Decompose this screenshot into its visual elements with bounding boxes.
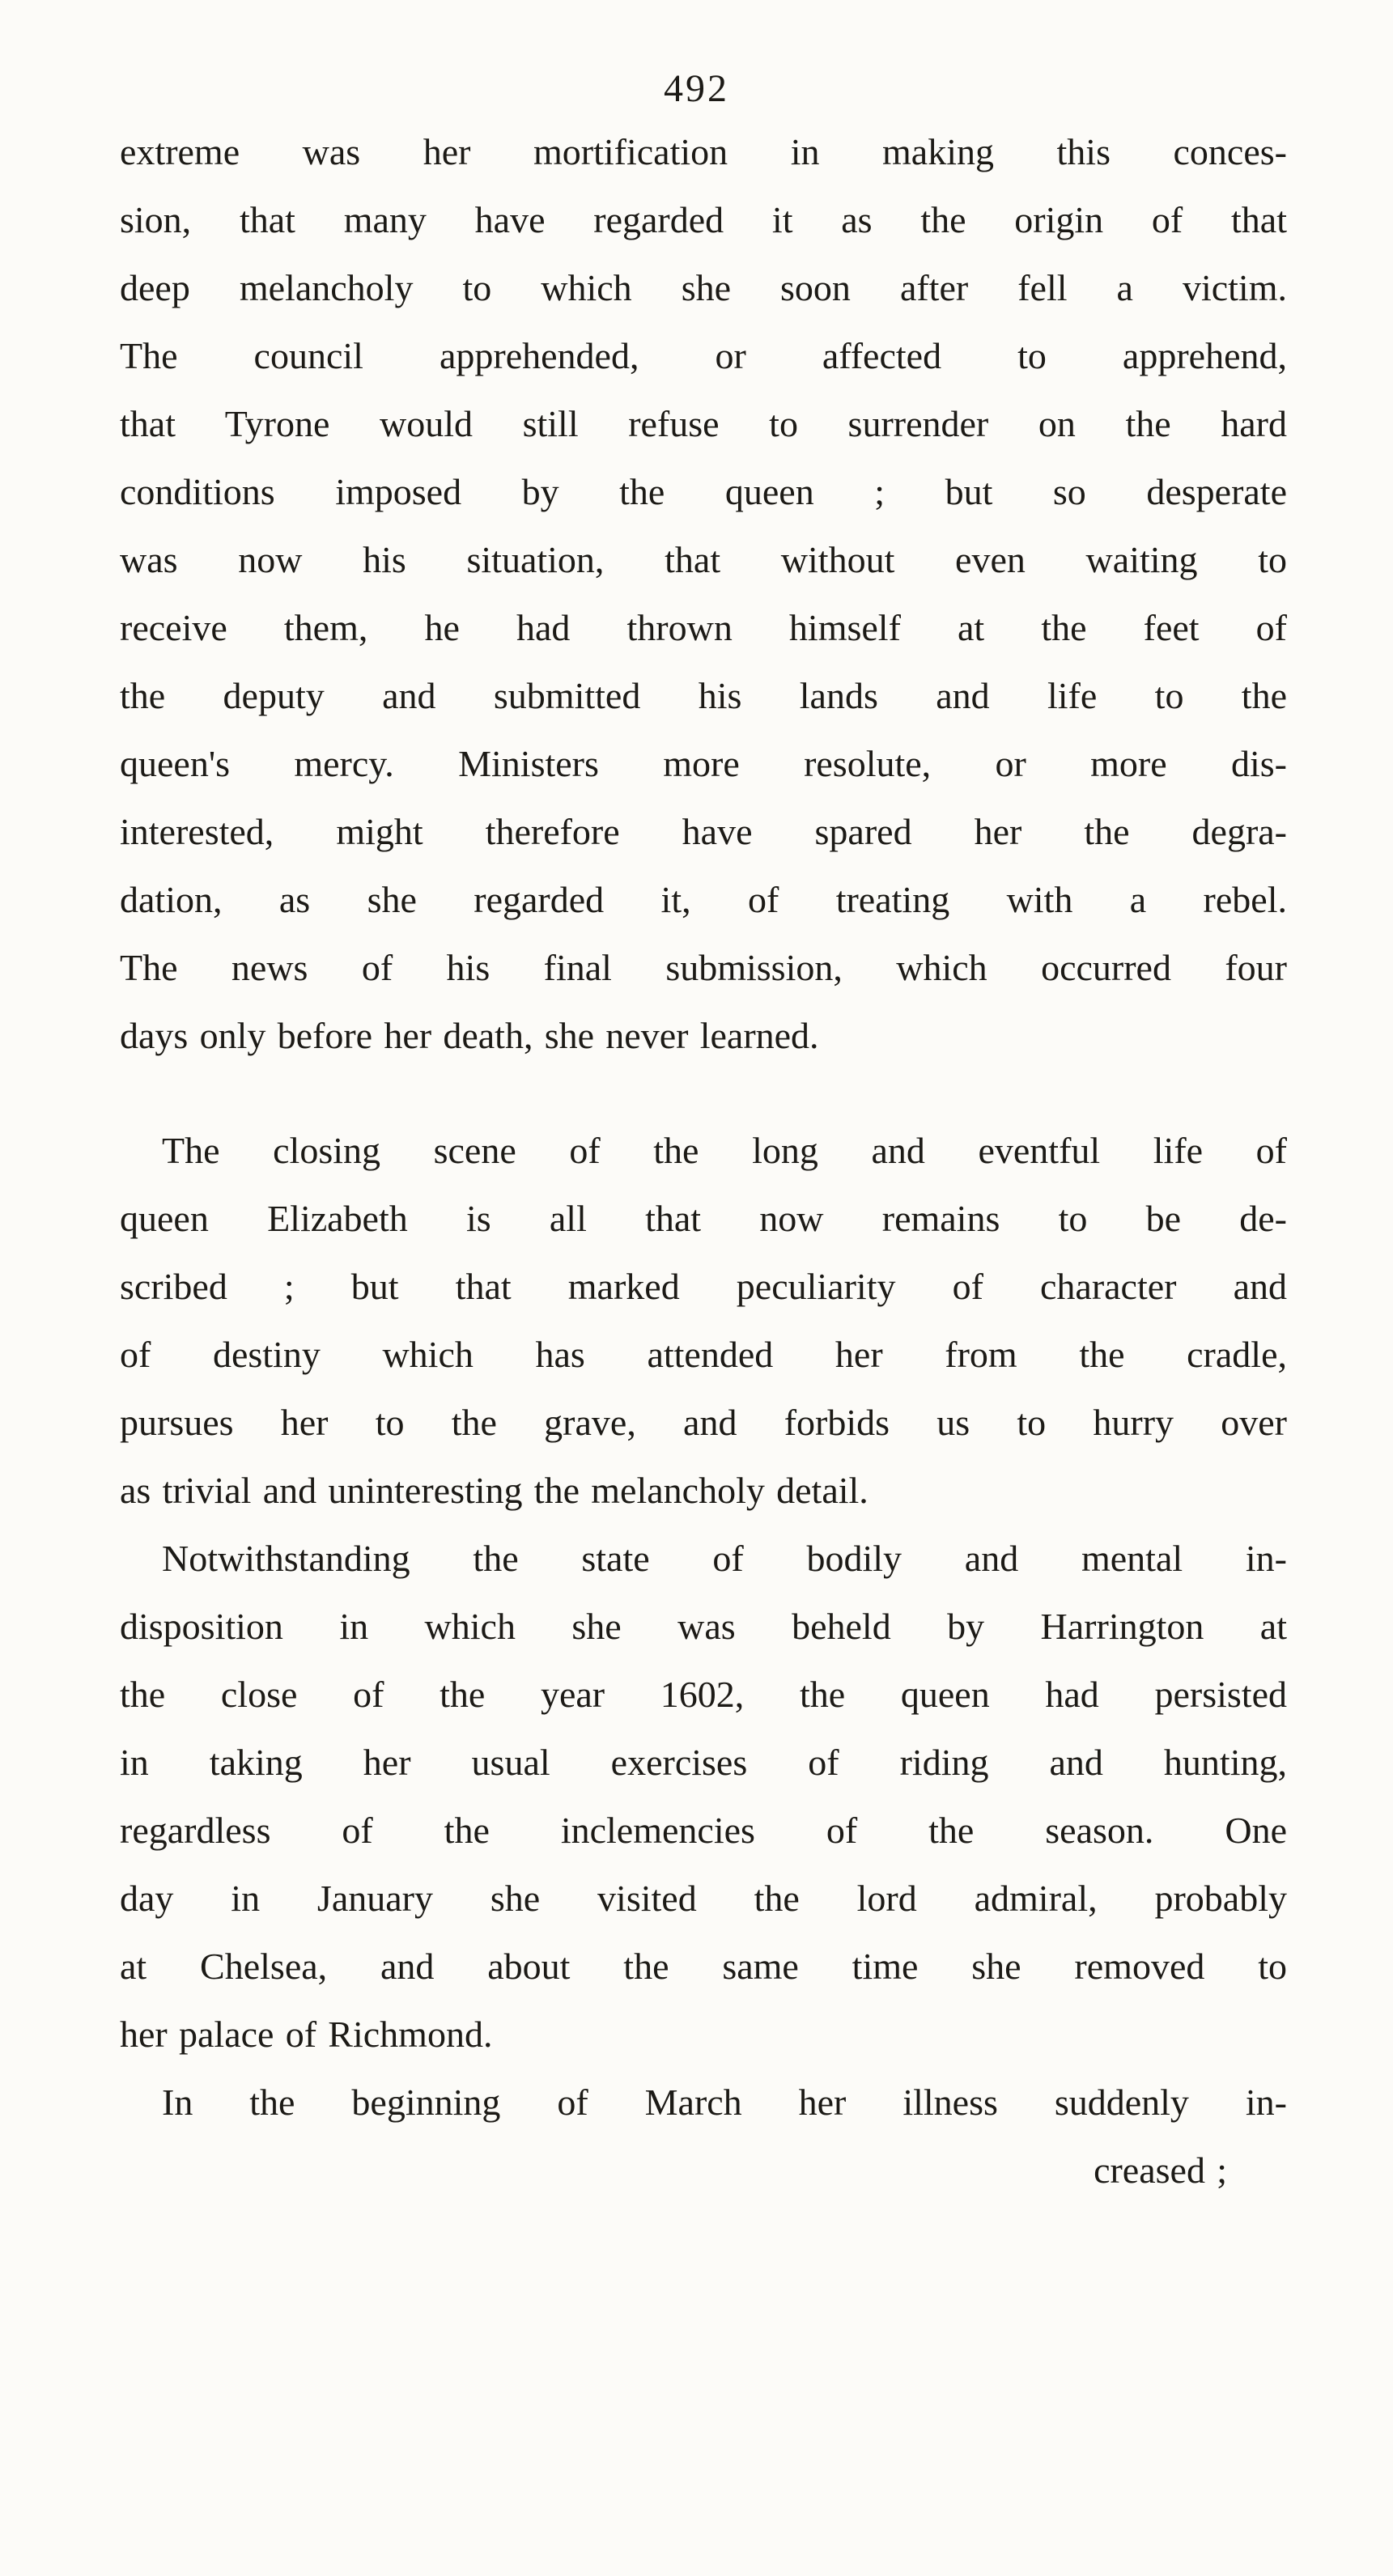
text-line: The council apprehended, or affected to apprehend, [120,335,1287,376]
text-line: Notwithstanding the state of bodily and mental in- [162,1538,1287,1579]
paragraph [120,1525,1287,2069]
text-line: of destiny which has attended her from the cradle, [120,1334,1287,1375]
text-line: scribed ; but that marked peculiarity of character and [120,1266,1287,1307]
text-line: queen's mercy. Ministers more resolute, or more dis- [120,743,1287,784]
text-line: pursues her to the grave, and forbids us to hurry over [120,1402,1287,1443]
paragraph [120,2069,1287,2137]
text-line: in taking her usual exercises of riding and hunting, [120,1742,1287,1783]
catchword: creased ; [1094,2149,1227,2191]
text-line: day in January she visited the lord admiral, probably [120,1878,1287,1919]
text-line: the close of the year 1602, the queen had persisted [120,1674,1287,1715]
text-line: extreme was her mortification in making this conces- [120,131,1287,172]
text-line: at Chelsea, and about the same time she removed to [120,1946,1287,1987]
text-line: sion, that many have regarded it as the origin of that [120,199,1287,240]
paragraph [120,1117,1287,1525]
text-line: regardless of the inclemencies of the season. One [120,1810,1287,1851]
text-line: receive them, he had thrown himself at the feet of [120,607,1287,648]
text-line: the deputy and submitted his lands and life to the [120,675,1287,716]
text-line: In the beginning of March her illness suddenly in- [162,2082,1287,2123]
text-line: that Tyrone would still refuse to surrender on the hard [120,403,1287,444]
text-line: days only before her death, she never learned. [120,1015,819,1056]
page-number: 492 [664,67,729,110]
text-line: disposition in which she was beheld by Harrington at [120,1606,1287,1647]
text-line: deep melancholy to which she soon after fell a victim. [120,267,1287,308]
text-line: dation, as she regarded it, of treating with a rebel. [120,879,1287,920]
text-line: was now his situation, that without even waiting to [120,539,1287,580]
text-line: conditions imposed by the queen ; but so desperate [120,471,1287,512]
text-body [120,118,1287,2137]
text-line: The closing scene of the long and eventful life of [162,1130,1287,1171]
catchword-row [120,2137,1287,2205]
page-content [120,118,1287,2205]
text-line: queen Elizabeth is all that now remains to be de- [120,1198,1287,1239]
text-line: her palace of Richmond. [120,2014,493,2055]
text-line: as trivial and uninteresting the melancholy detail. [120,1470,869,1511]
paragraph [120,118,1287,1070]
text-line: interested, might therefore have spared her the degra- [120,811,1287,852]
text-line: The news of his final submission, which occurred four [120,947,1287,988]
